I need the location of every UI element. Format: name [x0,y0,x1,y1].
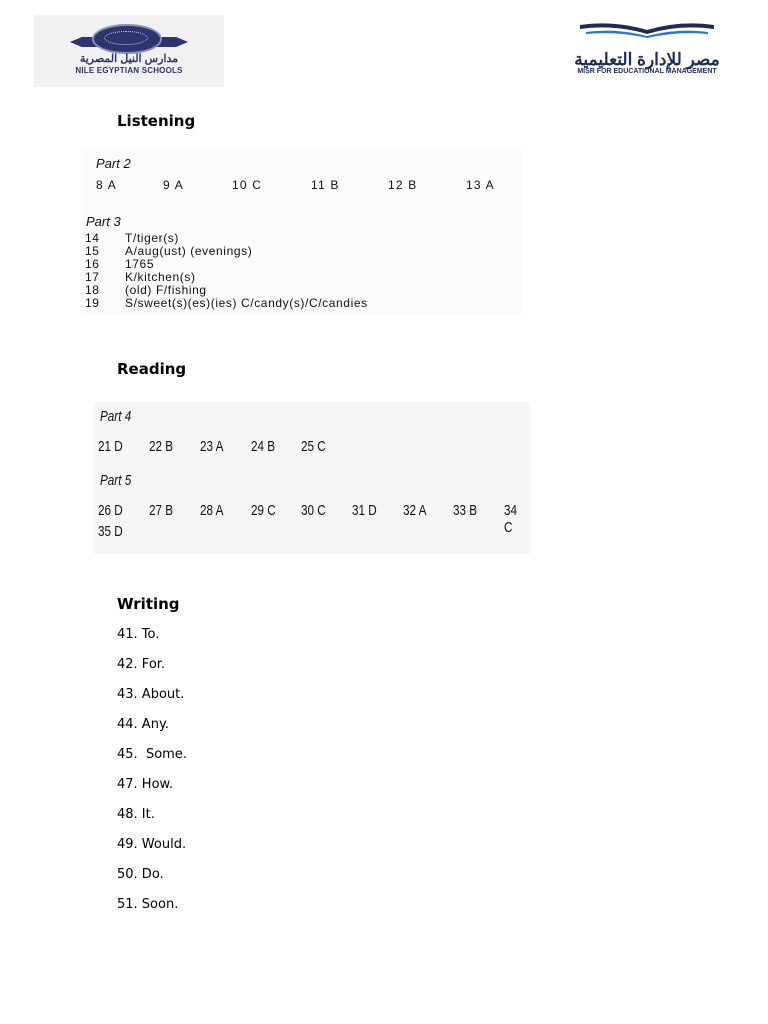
answer-part5-8: 33 B [453,502,478,519]
answer-part5-7: 32 A [403,502,427,519]
nile-egyptian-schools-logo [34,15,224,87]
answer-part5-6: 31 D [352,502,377,519]
part2-label: Part 2 [96,156,131,171]
answer-part4-2: 22 B [149,438,174,455]
answer-part4-4: 24 B [251,438,276,455]
writing-answer: 43. About. [117,687,185,702]
answer-part5-1: 26 D [98,502,123,519]
answer-part5-10: 35 D [98,523,123,540]
writing-answer: 51. Soon. [117,897,179,912]
misr-educational-management-logo [556,22,738,82]
list-item: 14 T/tiger(s) [85,231,179,245]
right-logo-english-text: MISR FOR EDUCATIONAL MANAGEMENT [577,68,717,75]
reading-heading: Reading [117,360,187,378]
answer-part2-5: 12 B [388,178,418,192]
writing-answer: 49. Would. [117,837,187,852]
answer-part4-3: 23 A [200,438,224,455]
answer-part4-1: 21 D [98,438,123,455]
answer-part5-3: 28 A [200,502,224,519]
writing-answer: 45. Some. [117,747,187,762]
list-item: 17 K/kitchen(s) [85,270,196,284]
list-item: 18 (old) F/fishing [85,283,207,297]
writing-answer: 50. Do. [117,867,164,882]
answer-part2-6: 13 A [466,178,495,192]
part4-label: Part 4 [100,408,132,425]
writing-heading: Writing [117,595,180,613]
listening-answers-scan [82,148,522,314]
writing-answer: 48. It. [117,807,155,822]
answer-part4-5: 25 C [301,438,326,455]
list-item: 19 S/sweet(s)(es)(ies) C/candy(s)/C/candies [85,296,368,310]
logo-seal-icon [92,24,162,54]
part3-label: Part 3 [86,214,121,229]
writing-answer: 41. To. [117,627,160,642]
answer-part5-2: 27 B [149,502,174,519]
left-logo-arabic-text: مدارس النيل المصرية [79,53,179,65]
left-logo-english-text: NILE EGYPTIAN SCHOOLS [75,66,183,75]
answer-part2-1: 8 A [96,178,117,192]
reading-answers-scan [94,402,530,554]
listening-heading: Listening [117,112,196,130]
writing-answer: 44. Any. [117,717,169,732]
answer-part2-3: 10 C [232,178,263,192]
answer-part5-9: 34 C [504,502,518,536]
list-item: 15 A/aug(ust) (evenings) [85,244,253,258]
writing-answer: 47. How. [117,777,174,792]
answer-part5-4: 29 C [251,502,276,519]
open-book-icon [578,22,716,38]
answer-part2-4: 11 B [311,178,340,192]
answer-part2-2: 9 A [163,178,184,192]
answer-part5-5: 30 C [301,502,326,519]
part5-label: Part 5 [100,472,132,489]
writing-answer: 42. For. [117,657,166,672]
list-item: 16 1765 [85,257,155,271]
right-logo-arabic-text: مصر للإدارة التعليمية [574,50,720,69]
